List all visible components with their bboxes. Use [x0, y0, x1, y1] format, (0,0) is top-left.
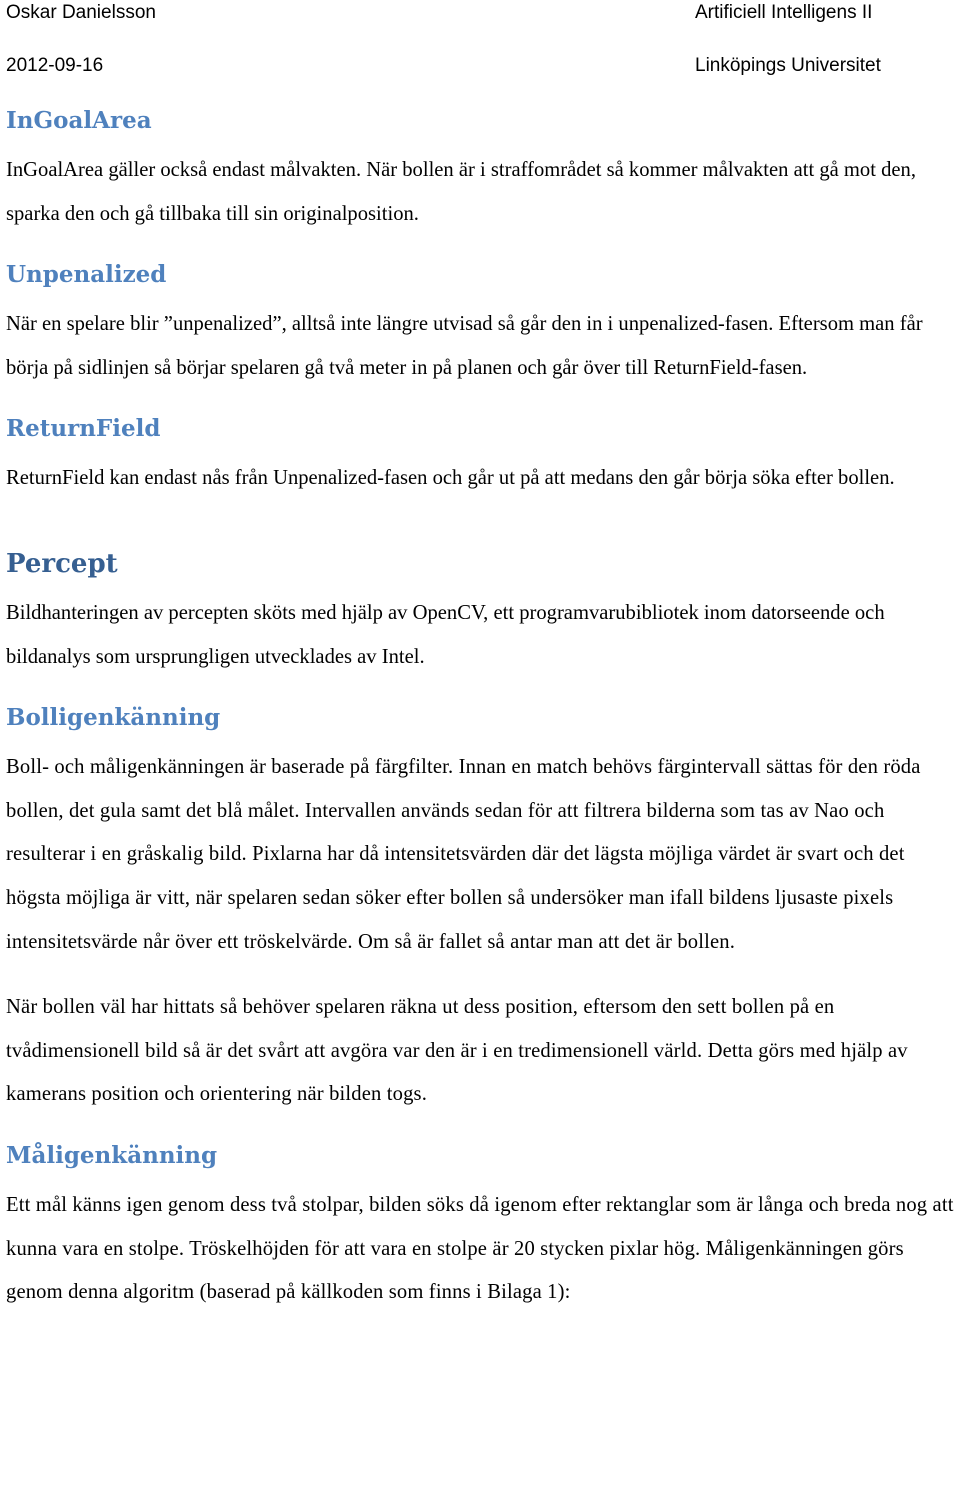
- heading-bolligenkanning: Bolligenkänning: [6, 704, 221, 732]
- heading-ingoalarea: InGoalArea: [6, 107, 152, 134]
- paragraph-unpenalized: När en spelare blir ”unpenalized”, alltså inte längre utvisad så går den in i unpenalized-fasen. Eftersom man får börja på sidlinjen så börjar spelaren gå två meter in på planen och går över till ReturnField-fasen.: [6, 313, 923, 379]
- paragraph-ingoalarea: InGoalArea gäller också endast målvakten. När bollen är i straffområdet så kommer målvakten att gå mot den, sparka den och gå tillbaka till sin originalposition.: [6, 159, 916, 225]
- header-date: 2012-09-16: [6, 55, 104, 76]
- header-course: Artificiell Intelligens II: [695, 2, 873, 23]
- paragraph-bolligenkanning-2: När bollen väl har hittats så behöver spelaren räkna ut dess position, eftersom den sett bollen på en tvådimensionell bild så är det svårt att avgöra var den är i en tredimensionell värld. Detta görs med hjälp av kamerans position och orientering när bilden togs.: [6, 996, 908, 1106]
- heading-percept: Percept: [6, 548, 118, 579]
- document-body: [6, 103, 954, 1315]
- heading-unpenalized: Unpenalized: [6, 261, 167, 289]
- heading-maligenkanning: Måligenkänning: [6, 1141, 218, 1169]
- paragraph-bolligenkanning-1: Boll- och måligenkänningen är baserade på färgfilter. Innan en match behövs färgintervall sättas för den röda bollen, det gula samt det blå målet. Intervallen används sedan för att filtrera bilderna som tas av Nao och resulterar i en gråskalig bild. Pixlarna har då intensitetsvärden där det lägsta möjliga värdet är svart och det högsta möjliga är vitt, när spelaren sedan söker efter bollen så undersöker man ifall bildens ljusaste pixels intensitetsvärde når över ett tröskelvärde. Om så är fallet så antar man att det är bollen.: [6, 756, 921, 953]
- paragraph-maligenkanning: Ett mål känns igen genom dess två stolpar, bilden söks då igenom efter rektanglar som är långa och breda nog att kunna vara en stolpe. Tröskelhöjden för att vara en stolpe är 20 stycken pixlar hög. Måligenkänningen görs genom denna algoritm (baserad på källkoden som finns i Bilaga 1):: [6, 1193, 954, 1304]
- paragraph-returnfield: ReturnField kan endast nås från Unpenalized-fasen och går ut på att medans den går börja söka efter bollen.: [6, 467, 895, 490]
- header-author: Oskar Danielsson: [6, 2, 156, 23]
- header-university: Linköpings Universitet: [695, 55, 881, 76]
- heading-returnfield: ReturnField: [6, 415, 161, 443]
- paragraph-percept: Bildhanteringen av percepten sköts med hjälp av OpenCV, ett programvarubibliotek inom datorseende och bildanalys som ursprungligen utvecklades av Intel.: [6, 601, 885, 668]
